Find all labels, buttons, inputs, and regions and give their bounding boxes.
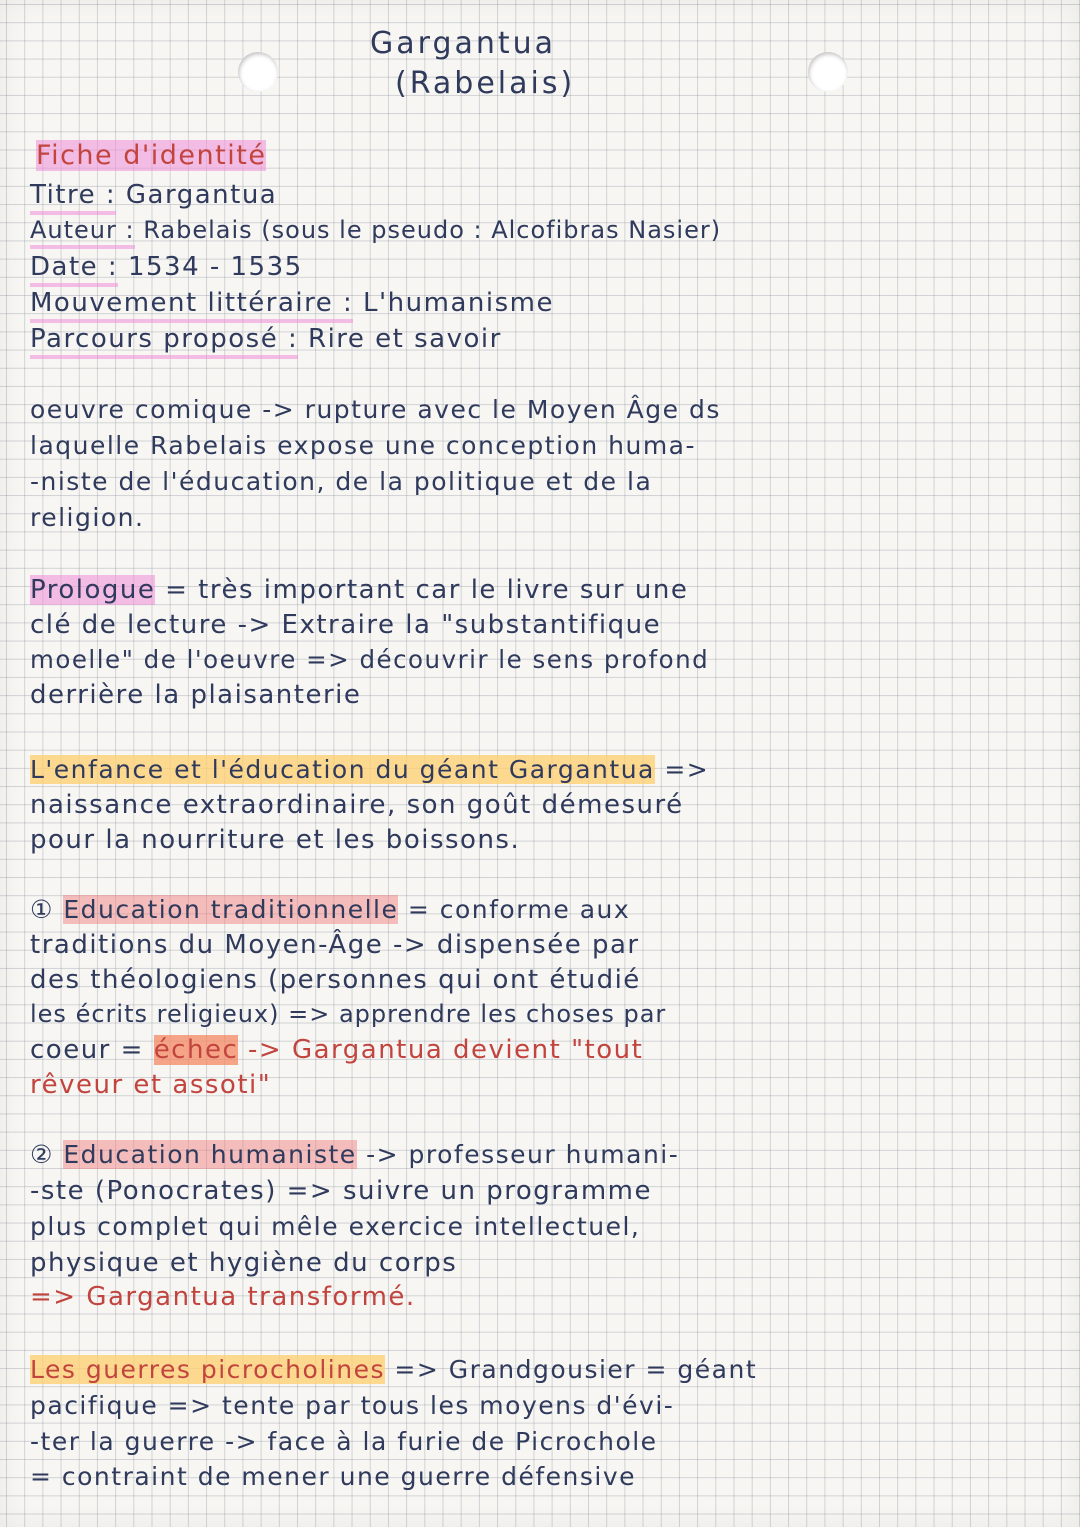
humanist-line-5: => Gargantua transformé. bbox=[30, 1282, 416, 1312]
prologue-term: Prologue bbox=[30, 575, 156, 605]
wars-line-1: Les guerres picrocholines => Grandgousier = géant bbox=[30, 1355, 758, 1384]
identity-movement-row: Mouvement littéraire : L'humanisme bbox=[30, 288, 554, 318]
prologue-line-3: moelle" de l'oeuvre => découvrir le sens profond bbox=[30, 645, 710, 674]
tradition-line-5: coeur = échec -> Gargantua devient "tout bbox=[30, 1035, 644, 1065]
humanist-line-2: -ste (Ponocrates) => suivre un programme bbox=[30, 1176, 653, 1206]
page-subtitle: (Rabelais) bbox=[395, 66, 576, 101]
prologue-line-1: Prologue = très important car le livre sur une bbox=[30, 575, 689, 605]
wars-line-4: = contraint de mener une guerre défensive bbox=[30, 1462, 637, 1491]
number-one-marker: ① bbox=[30, 895, 54, 924]
wars-line-2: pacifique => tente par tous les moyens d'évi- bbox=[30, 1391, 675, 1420]
intro-line-3: -niste de l'éducation, de la politique et de la bbox=[30, 467, 653, 496]
wars-line-3: -ter la guerre -> face à la furie de Picrochole bbox=[30, 1427, 658, 1456]
failure-label: échec bbox=[153, 1035, 239, 1065]
binder-hole-left bbox=[238, 52, 278, 92]
tradition-line-4: les écrits religieux) => apprendre les choses par bbox=[30, 1000, 667, 1028]
identity-date-row: Date : 1534 - 1535 bbox=[30, 252, 303, 282]
childhood-line-2: naissance extraordinaire, son goût démesuré bbox=[30, 790, 684, 820]
page-title: Gargantua bbox=[370, 26, 557, 61]
tradition-term: Education traditionnelle bbox=[63, 895, 399, 924]
tradition-line-1: ① Education traditionnelle = conforme aux bbox=[30, 895, 631, 924]
intro-line-2: laquelle Rabelais expose une conception huma- bbox=[30, 431, 697, 460]
number-two-marker: ② bbox=[30, 1140, 54, 1169]
humanist-line-4: physique et hygiène du corps bbox=[30, 1248, 458, 1278]
wars-term: Les guerres picrocholines bbox=[30, 1355, 385, 1384]
binder-hole-right bbox=[808, 52, 848, 92]
humanist-line-1: ② Education humaniste -> professeur humani- bbox=[30, 1140, 680, 1169]
prologue-line-2: clé de lecture -> Extraire la "substantifique bbox=[30, 610, 662, 640]
humanist-line-3: plus complet qui mêle exercice intellectuel, bbox=[30, 1212, 641, 1241]
childhood-line-3: pour la nourriture et les boissons. bbox=[30, 825, 521, 855]
humanist-term: Education humaniste bbox=[63, 1140, 357, 1169]
identity-author-row: Auteur : Rabelais (sous le pseudo : Alcofibras Nasier) bbox=[30, 216, 721, 244]
tradition-line-3: des théologiens (personnes qui ont étudié bbox=[30, 965, 641, 995]
childhood-term: L'enfance et l'éducation du géant Gargantua bbox=[30, 755, 655, 784]
prologue-line-4: derrière la plaisanterie bbox=[30, 680, 362, 710]
identity-title-row: Titre : Gargantua bbox=[30, 180, 277, 210]
intro-line-4: religion. bbox=[30, 503, 145, 532]
identity-heading: Fiche d'identité bbox=[36, 140, 267, 171]
childhood-line-1: L'enfance et l'éducation du géant Gargantua => bbox=[30, 755, 710, 784]
intro-line-1: oeuvre comique -> rupture avec le Moyen Âge ds bbox=[30, 395, 721, 424]
tradition-line-2: traditions du Moyen-Âge -> dispensée par bbox=[30, 930, 640, 960]
tradition-line-6: rêveur et assoti" bbox=[30, 1070, 272, 1100]
identity-path-row: Parcours proposé : Rire et savoir bbox=[30, 324, 502, 354]
